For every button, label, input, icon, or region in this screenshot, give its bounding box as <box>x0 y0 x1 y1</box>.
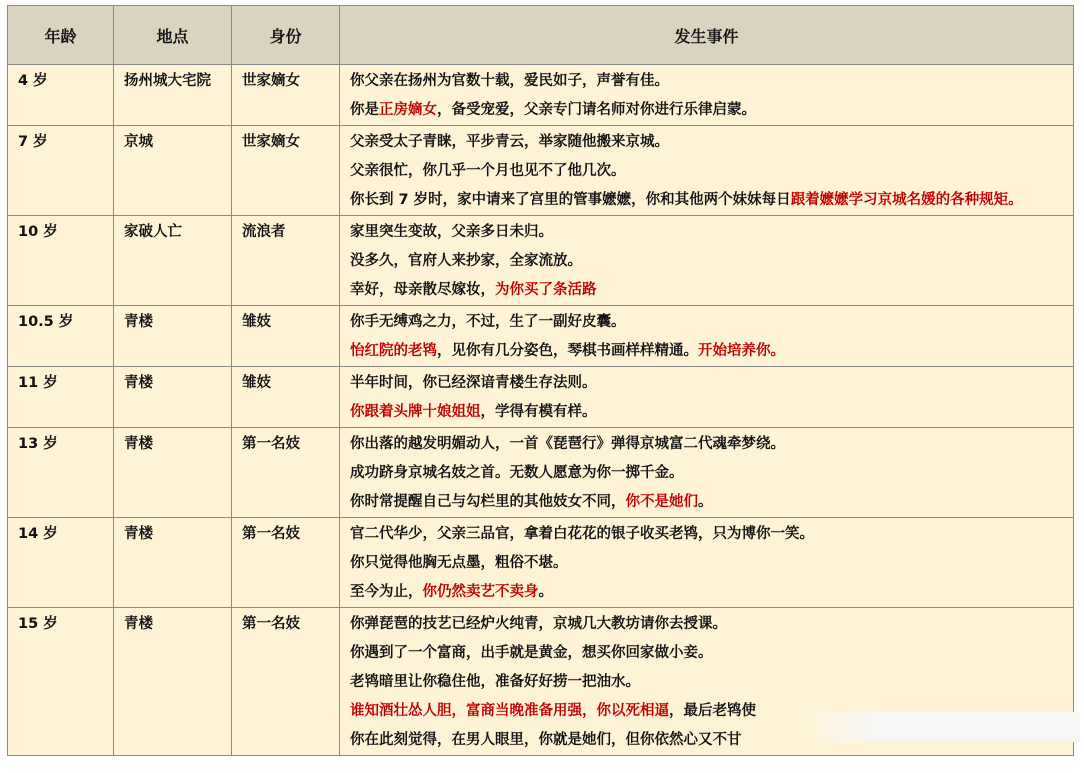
highlighted-text: 正房嫡女 <box>379 102 437 118</box>
event-text: 你出落的越发明媚动人，一首《琵琶行》弹得京城富二代魂牵梦绕。 <box>350 436 785 452</box>
header-row <box>8 6 1074 65</box>
blur-overlay <box>800 712 1080 742</box>
event-line <box>350 276 1063 305</box>
event-text: 官二代华少，父亲三品官，拿着白花花的银子收买老鸨，只为博你一笑。 <box>350 526 814 542</box>
header-age: 年龄 <box>8 6 114 65</box>
event-line <box>350 488 1063 517</box>
place-cell: 青楼 <box>114 608 232 756</box>
event-text: 老鸨暗里让你稳住他，准备好好捞一把油水。 <box>350 674 640 690</box>
event-text: 你弹琵琶的技艺已经炉火纯青，京城几大教坊请你去授课。 <box>350 616 727 632</box>
table-row <box>8 126 1074 216</box>
age-cell: 10.5 岁 <box>8 306 114 367</box>
header-events: 发生事件 <box>340 6 1074 65</box>
place-cell: 青楼 <box>114 367 232 428</box>
event-text: ，学得有模有样。 <box>480 404 597 420</box>
event-line <box>350 578 1063 607</box>
age-cell: 11 岁 <box>8 367 114 428</box>
identity-cell: 雏妓 <box>232 367 340 428</box>
highlighted-text: 为你买了条活路 <box>495 282 597 298</box>
event-line <box>350 308 1063 337</box>
identity-cell: 第一名妓 <box>232 428 340 518</box>
event-text: 你是 <box>350 102 379 118</box>
event-line <box>350 247 1063 276</box>
identity-cell: 世家嫡女 <box>232 126 340 216</box>
age-cell: 14 岁 <box>8 518 114 608</box>
event-text: 父亲受太子青睐，平步青云，举家随他搬来京城。 <box>350 134 669 150</box>
table-row <box>8 518 1074 608</box>
event-line <box>350 549 1063 578</box>
event-text: 你只觉得他胸无点墨，粗俗不堪。 <box>350 555 568 571</box>
identity-cell: 第一名妓 <box>232 608 340 756</box>
age-cell: 13 岁 <box>8 428 114 518</box>
place-cell: 京城 <box>114 126 232 216</box>
event-line <box>350 639 1063 668</box>
event-text: 半年时间，你已经深谙青楼生存法则。 <box>350 375 597 391</box>
events-cell <box>340 306 1074 367</box>
event-line <box>350 398 1063 427</box>
event-line <box>350 430 1063 459</box>
place-cell: 家破人亡 <box>114 216 232 306</box>
event-text: ，见你有几分姿色，琴棋书画样样精通。 <box>437 343 698 359</box>
event-line <box>350 186 1063 215</box>
header-place: 地点 <box>114 6 232 65</box>
highlighted-text: 你仍然卖艺不卖身 <box>422 584 539 600</box>
event-line <box>350 668 1063 697</box>
highlighted-text: 开始培养你。 <box>698 343 785 359</box>
age-cell: 4 岁 <box>8 65 114 126</box>
place-cell: 扬州城大宅院 <box>114 65 232 126</box>
place-cell: 青楼 <box>114 518 232 608</box>
event-text: 至今为止， <box>350 584 423 600</box>
event-line <box>350 67 1063 96</box>
highlighted-text: 你不是她们 <box>625 494 698 510</box>
age-cell: 7 岁 <box>8 126 114 216</box>
event-text: 你遇到了一个富商，出手就是黄金，想买你回家做小妾。 <box>350 645 713 661</box>
events-cell <box>340 428 1074 518</box>
table-row <box>8 306 1074 367</box>
identity-cell: 雏妓 <box>232 306 340 367</box>
age-cell: 15 岁 <box>8 608 114 756</box>
identity-cell: 第一名妓 <box>232 518 340 608</box>
table-row <box>8 65 1074 126</box>
highlighted-text: 你跟着头牌十娘姐姐 <box>350 404 481 420</box>
events-cell <box>340 65 1074 126</box>
identity-cell: 世家嫡女 <box>232 65 340 126</box>
event-line <box>350 520 1063 549</box>
event-text: 家里突生变故，父亲多日未归。 <box>350 224 553 240</box>
highlighted-text: 跟着嬷嬷学习京城名媛的各种规矩。 <box>790 192 1023 208</box>
event-text: 父亲很忙，你几乎一个月也见不了他几次。 <box>350 163 626 179</box>
event-line <box>350 96 1063 125</box>
event-line <box>350 157 1063 186</box>
events-cell <box>340 216 1074 306</box>
table-row <box>8 428 1074 518</box>
table-body <box>8 65 1074 756</box>
highlighted-text: 怡红院的老鸨 <box>350 343 437 359</box>
place-cell: 青楼 <box>114 306 232 367</box>
event-line <box>350 369 1063 398</box>
events-cell <box>340 126 1074 216</box>
event-text: 你在此刻觉得，在男人眼里，你就是她们，但你依然心又不甘 <box>350 732 742 748</box>
event-line <box>350 128 1063 157</box>
events-cell <box>340 367 1074 428</box>
event-text: 成功跻身京城名妓之首。无数人愿意为你一掷千金。 <box>350 465 684 481</box>
life-events-table <box>7 5 1074 756</box>
event-text: ，最后老鸨使 <box>669 703 756 719</box>
event-text: 你时常提醒自己与勾栏里的其他妓女不同， <box>350 494 626 510</box>
identity-cell: 流浪者 <box>232 216 340 306</box>
event-line <box>350 218 1063 247</box>
table-row <box>8 367 1074 428</box>
event-text: 。 <box>698 494 713 510</box>
highlighted-text: 谁知酒壮怂人胆，富商当晚准备用强，你以死相逼 <box>350 703 669 719</box>
age-cell: 10 岁 <box>8 216 114 306</box>
event-text: 。 <box>538 584 553 600</box>
event-text: 你手无缚鸡之力，不过，生了一副好皮囊。 <box>350 314 626 330</box>
event-line <box>350 337 1063 366</box>
event-text: 没多久，官府人来抄家，全家流放。 <box>350 253 582 269</box>
header-identity: 身份 <box>232 6 340 65</box>
place-cell: 青楼 <box>114 428 232 518</box>
table-row <box>8 216 1074 306</box>
event-text: 幸好，母亲散尽嫁妆， <box>350 282 495 298</box>
event-line <box>350 610 1063 639</box>
event-line <box>350 459 1063 488</box>
event-text: 你父亲在扬州为官数十载，爱民如子，声誉有佳。 <box>350 73 669 89</box>
events-cell <box>340 518 1074 608</box>
event-text: ，备受宠爱，父亲专门请名师对你进行乐律启蒙。 <box>437 102 756 118</box>
event-text: 你长到 7 岁时，家中请来了宫里的管事嬷嬷，你和其他两个妹妹每日 <box>350 192 791 208</box>
